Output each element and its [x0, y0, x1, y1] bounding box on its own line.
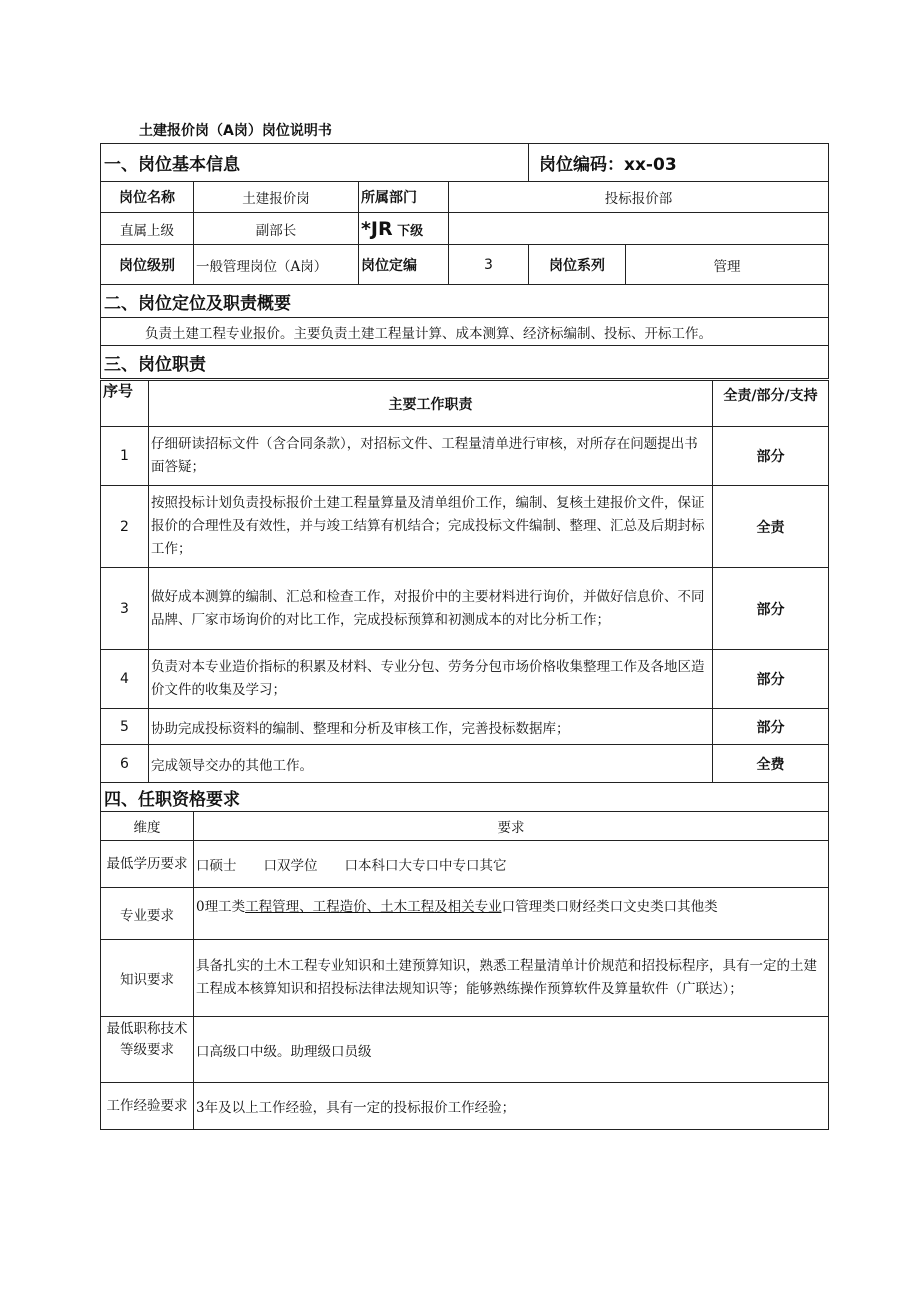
- basic-info-table: [100, 143, 829, 379]
- title-level-value: 口高级口中级。助理级口员级: [194, 1017, 829, 1083]
- level-label: 岗位级别: [101, 245, 194, 285]
- education-label: 最低学历要求: [101, 841, 194, 888]
- duties-table: [100, 380, 829, 783]
- position-name-value: 土建报价岗: [194, 182, 359, 213]
- duty-text: 按照投标计划负责投标报价土建工程量算量及清单组价工作，编制、复核土建报价文件，保证报价的合理性及有效性，并与竣工结算有机结合；完成投标文件编制、整理、汇总及后期封标工作；: [149, 486, 713, 568]
- duty-resp: 部分: [713, 427, 829, 486]
- subordinate-label: [359, 213, 449, 245]
- duty-resp: 全责: [713, 486, 829, 568]
- col-no-header: 序号: [101, 381, 149, 427]
- experience-label: 工作经验要求: [101, 1083, 194, 1130]
- section2-heading: 二、岗位定位及职责概要: [101, 285, 829, 318]
- col-requirement-header: 要求: [194, 812, 829, 841]
- duty-no: 4: [101, 650, 149, 709]
- education-value: 口硕士 口双学位 口本科口大专口中专口其它: [194, 841, 829, 888]
- duty-resp: 部分: [713, 709, 829, 745]
- duty-no: 5: [101, 709, 149, 745]
- superior-value: 副部长: [194, 213, 359, 245]
- superior-label: 直属上级: [101, 213, 194, 245]
- position-code: 岗位编码：xx-03: [529, 144, 829, 182]
- quota-label: 岗位定编: [359, 245, 449, 285]
- col-dimension-header: 维度: [101, 812, 194, 841]
- duty-no: 6: [101, 745, 149, 783]
- major-label: 专业要求: [101, 888, 194, 940]
- subordinate-label-mark: *JR: [361, 217, 393, 240]
- major-value: [194, 888, 829, 940]
- quota-value: 3: [449, 245, 529, 285]
- department-label: 所属部门: [359, 182, 449, 213]
- duty-resp: 部分: [713, 568, 829, 650]
- knowledge-value: 具备扎实的土木工程专业知识和土建预算知识，熟悉工程量清单计价规范和招投标程序，具有一定的土建工程成本核算知识和招投标法律法规知识等；能够熟练操作预算软件及算量软件（广联达）；: [194, 940, 829, 1017]
- col-duty-header: 主要工作职责: [149, 381, 713, 427]
- duty-text: 负责对本专业造价指标的积累及材料、专业分包、劳务分包市场价格收集整理工作及各地区造价文件的收集及学习；: [149, 650, 713, 709]
- qualification-table: [100, 782, 829, 1130]
- col-resp-header: 全责/部分/支持: [713, 381, 829, 427]
- duty-no: 3: [101, 568, 149, 650]
- series-label: 岗位系列: [529, 245, 626, 285]
- section1-heading: 一、岗位基本信息: [101, 144, 529, 182]
- document-title: 土建报价岗（A岗）岗位说明书: [139, 123, 332, 139]
- duty-resp: 全费: [713, 745, 829, 783]
- duty-no: 1: [101, 427, 149, 486]
- level-value: 一般管理岗位（A岗）: [194, 245, 359, 285]
- duty-resp: 部分: [713, 650, 829, 709]
- department-value: 投标报价部: [449, 182, 829, 213]
- subordinate-label-text: 下级: [397, 223, 424, 239]
- major-prefix: 0理工类: [196, 899, 246, 915]
- knowledge-label: 知识要求: [101, 940, 194, 1017]
- section3-heading: 三、岗位职责: [101, 346, 829, 379]
- position-name-label: 岗位名称: [101, 182, 194, 213]
- section4-heading: 四、任职资格要求: [101, 783, 829, 812]
- duty-no: 2: [101, 486, 149, 568]
- duty-text: 协助完成投标资料的编制、整理和分析及审核工作，完善投标数据库；: [149, 709, 713, 745]
- title-level-label: 最低职称技术等级要求: [101, 1017, 194, 1083]
- duty-text: 仔细研读招标文件（含合同条款），对招标文件、工程量清单进行审核，对所存在问题提出书面答疑；: [149, 427, 713, 486]
- major-underlined: 工程管理、工程造价、土木工程及相关专业: [245, 899, 502, 915]
- duty-text: 完成领导交办的其他工作。: [149, 745, 713, 783]
- series-value: 管理: [626, 245, 829, 285]
- position-summary: 负责土建工程专业报价。主要负责土建工程量计算、成本测算、经济标编制、投标、开标工作。: [101, 318, 829, 346]
- subordinate-value: [449, 213, 829, 245]
- duty-text: 做好成本测算的编制、汇总和检查工作，对报价中的主要材料进行询价，并做好信息价、不同品牌、厂家市场询价的对比工作，完成投标预算和初测成本的对比分析工作；: [149, 568, 713, 650]
- experience-value: 3年及以上工作经验，具有一定的投标报价工作经验；: [194, 1083, 829, 1130]
- major-suffix: 口管理类口财经类口文史类口其他类: [501, 899, 718, 915]
